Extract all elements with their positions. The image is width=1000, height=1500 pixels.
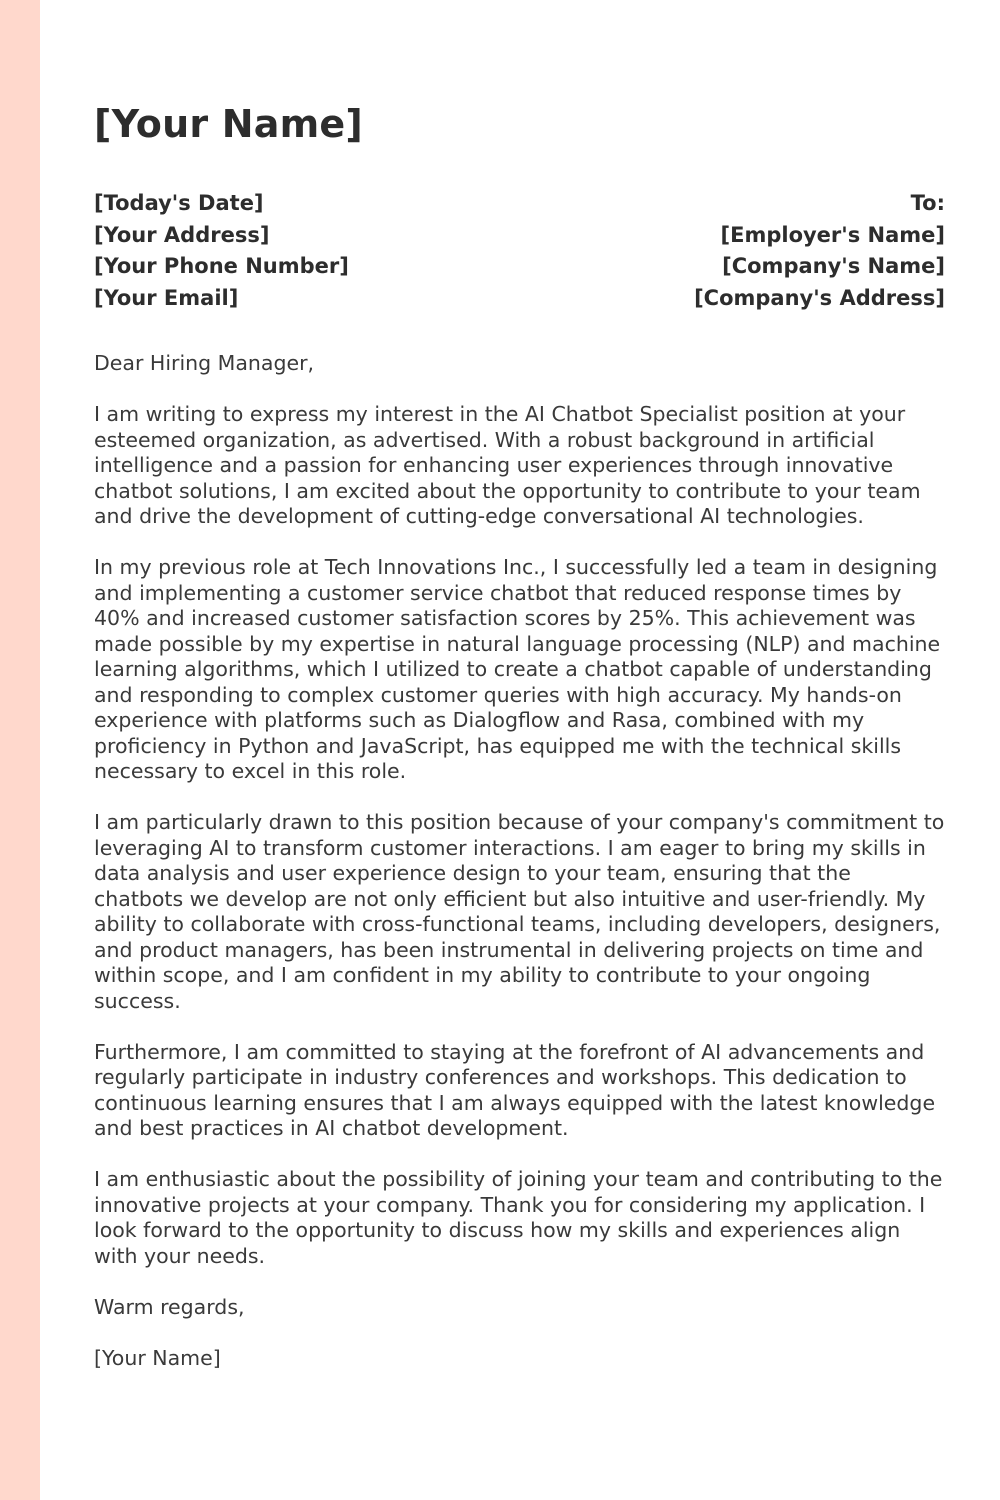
recipient-company-address: [Company's Address] [694,285,945,310]
body-paragraph: Furthermore, I am committed to staying at the forefront of AI advancements and regularly participate in industry conferences and workshops. This dedication to continuous learning ensures that I am always equipped with the latest knowledge and best practices in AI chatbot development. [94,1039,936,1140]
body-paragraph: I am enthusiastic about the possibility of joining your team and contributing to the innovative projects at your company. Thank you for considering my application. I look forward to the opportunity to discuss how my skills and experiences align with your needs. [94,1167,943,1268]
salutation: Dear Hiring Manager, [94,351,315,375]
name-heading: [Your Name] [94,102,363,146]
cover-letter [94,100,945,1371]
body-paragraph: I am writing to express my interest in the AI Chatbot Specialist position at your esteemed organization, as advertised. With a robust background in artificial intelligence and a passion for enhancing user experiences through innovative chatbot solutions, I am excited about the opportunity to contribute to your team and drive the development of cutting-edge conversational AI technologies. [94,402,921,528]
sender-phone: [Your Phone Number] [94,254,349,278]
sender-address: [Your Address] [94,222,270,247]
recipient-company-name: [Company's Name] [722,254,945,278]
body-paragraph: In my previous role at Tech Innovations Inc., I successfully led a team in designing and implementing a customer service chatbot that reduced response times by 40% and increased customer satisfaction scores by 25%. This achievement was made possible by my expertise in natural language processing (NLP) and machine learning algorithms, which I utilized to create a chatbot capable of understanding and responding to complex customer queries with high accuracy. My hands-on experience with platforms such as Dialogflow and Rasa, combined with my proficiency in Python and JavaScript, has equipped me with the technical skills necessary to excel in this role. [94,555,941,783]
recipient-employer-name: [Employer's Name] [720,222,945,247]
recipient-to-label: To: [910,191,945,215]
sender-details [94,188,349,314]
sender-date: [Today's Date] [94,191,264,215]
recipient-details [694,188,945,314]
closing: Warm regards, [94,1294,245,1319]
sender-email: [Your Email] [94,285,239,310]
letter-body [94,351,945,1371]
decorative-side-stripe [0,0,40,1500]
signature: [Your Name] [94,1345,221,1370]
body-paragraph: I am particularly drawn to this position because of your company's commitment to leveraging AI to transform customer interactions. I am eager to bring my skills in data analysis and user experience design to your team, ensuring that the chatbots we develop are not only efficient but also intuitive and user-friendly. My ability to collaborate with cross-functional teams, including developers, designers, and product managers, has been instrumental in delivering projects on time and within scope, and I am confident in my ability to contribute to your ongoing success. [94,810,945,1013]
letter-header [94,188,945,314]
